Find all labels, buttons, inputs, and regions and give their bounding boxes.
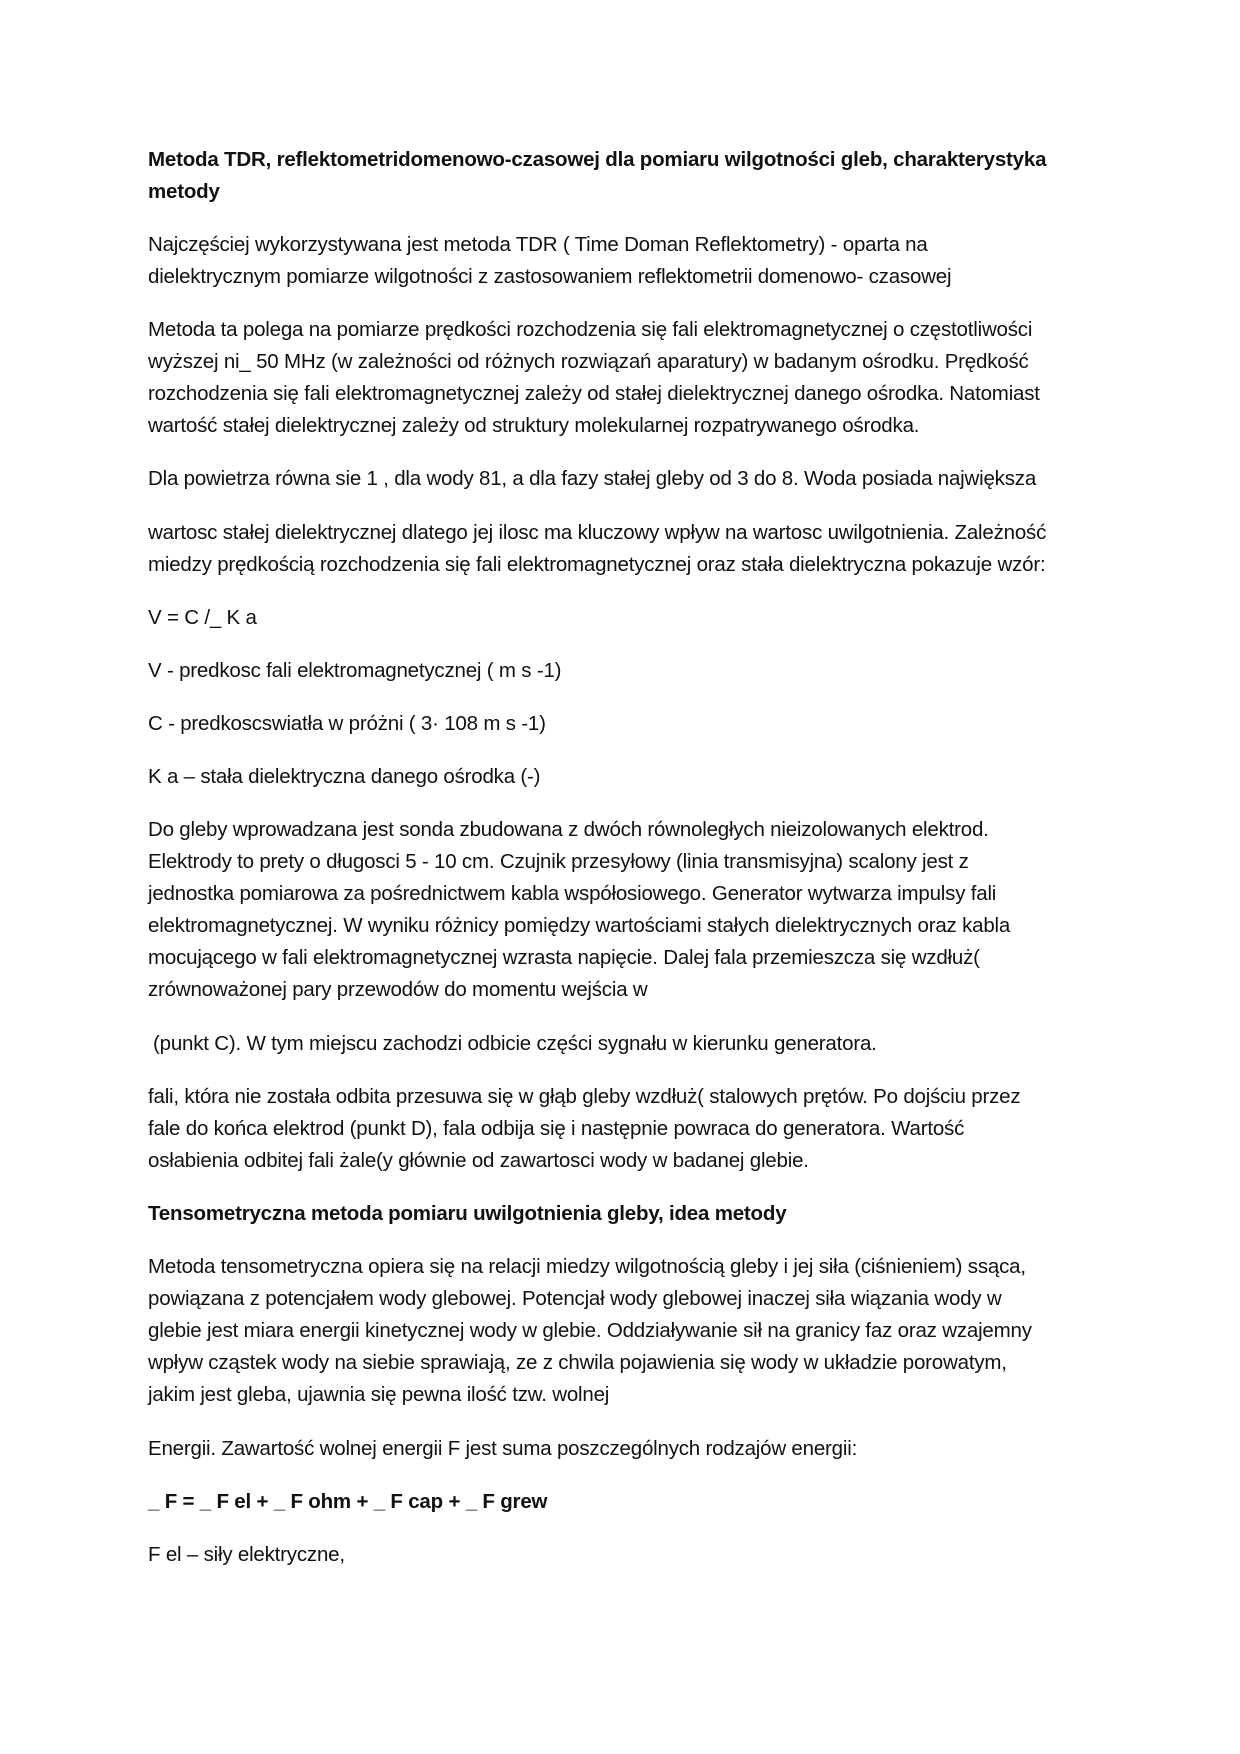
text-line: Metoda ta polega na pomiarze prędkości rozchodzenia się fali elektromagnetycznej o częstotliwości — [148, 318, 1033, 341]
text-line: osłabienia odbitej fali żale(y głównie od zawartosci wody w badanej glebie. — [148, 1149, 809, 1172]
paragraph — [148, 1028, 1098, 1060]
definition-c: C - predkoscswiatła w próżni ( 3· 108 m s -1) — [148, 712, 546, 735]
text-line: powiązana z potencjałem wody glebowej. Potencjał wody glebowej inaczej siła wiązania wody w — [148, 1287, 1002, 1310]
text-line: dielektrycznym pomiarze wilgotności z zastosowaniem reflektometrii domenowo- czasowej — [148, 265, 952, 288]
paragraph — [148, 814, 1098, 1006]
paragraph: Energii. Zawartość wolnej energii F jest suma poszczególnych rodzajów energii: — [148, 1437, 858, 1460]
definition-fel: F el – siły elektryczne, — [148, 1543, 345, 1566]
formula-velocity: V = C /_ K a — [148, 606, 257, 629]
paragraph — [148, 463, 1098, 495]
paragraph — [148, 1081, 1098, 1177]
text-line: (punkt C). W tym miejscu zachodzi odbicie części sygnału w kierunku generatora. — [153, 1032, 877, 1055]
text-line: Metoda tensometryczna opiera się na relacji miedzy wilgotnością gleby i jej siła (ciśnieniem) ssąca, — [148, 1255, 1026, 1278]
text-line: glebie jest miara energii kinetycznej wody w glebie. Oddziaływanie sił na granicy faz oraz wzajemny — [148, 1319, 1032, 1342]
document-body — [148, 144, 1098, 1571]
text-line: mocującego w fali elektromagnetycznej wzrasta napięcie. Dalej fala przemieszcza się wzdłuż( — [148, 946, 980, 969]
text-line: Elektrody to prety o długosci 5 - 10 cm. Czujnik przesyłowy (linia transmisyjna) scalony jest z — [148, 850, 969, 873]
section-heading-tdr — [148, 144, 1098, 208]
text-line: Do gleby wprowadzana jest sonda zbudowana z dwóch równoległych nieizolowanych elektrod. — [148, 818, 989, 841]
heading-line: metody — [148, 180, 220, 203]
text-line: wpływ cząstek wody na siebie sprawiają, ze z chwila pojawienia się wody w układzie porowatym, — [148, 1351, 1007, 1374]
heading-line: Metoda TDR, reflektometridomenowo-czasowej dla pomiaru wilgotności gleb, charakterystyka — [148, 148, 1047, 171]
text-line: zrównoważonej pary przewodów do momentu wejścia w — [148, 978, 648, 1001]
text-line: jakim jest gleba, ujawnia się pewna ilość tzw. wolnej — [148, 1383, 610, 1406]
text-line: jednostka pomiarowa za pośrednictwem kabla współosiowego. Generator wytwarza impulsy fali — [148, 882, 997, 905]
text-line: wyższej ni_ 50 MHz (w zależności od różnych rozwiązań aparatury) w badanym ośrodku. Prędkość — [148, 350, 1029, 373]
text-line: Najczęściej wykorzystywana jest metoda TDR ( Time Doman Reflektometry) - oparta na — [148, 233, 928, 256]
text-line: wartosc stałej dielektrycznej dlatego jej ilosc ma kluczowy wpływ na wartosc uwilgotnienia. Zależność — [148, 521, 1047, 544]
definition-ka: K a – stała dielektryczna danego ośrodka (-) — [148, 765, 541, 788]
text-line: fali, która nie została odbita przesuwa się w głąb gleby wzdłuż( stalowych prętów. Po dojściu przez — [148, 1085, 1021, 1108]
formula-free-energy: _ F = _ F el + _ F ohm + _ F cap + _ F grew — [148, 1490, 548, 1513]
text-line: Dla powietrza równa sie 1 , dla wody 81, a dla fazy stałej gleby od 3 do 8. Woda posiada największa — [148, 467, 1037, 490]
paragraph — [148, 314, 1098, 442]
text-line: elektromagnetycznej. W wyniku różnicy pomiędzy wartościami stałych dielektrycznych oraz kabla — [148, 914, 1011, 937]
paragraph — [148, 229, 1098, 293]
definition-v: V - predkosc fali elektromagnetycznej ( m s -1) — [148, 659, 562, 682]
paragraph — [148, 517, 1098, 581]
section-heading-tensometric: Tensometryczna metoda pomiaru uwilgotnienia gleby, idea metody — [148, 1202, 787, 1225]
paragraph — [148, 1251, 1098, 1411]
text-line: miedzy prędkością rozchodzenia się fali elektromagnetycznej oraz stała dielektryczna pokazuje wzór: — [148, 553, 1046, 576]
text-line: fale do końca elektrod (punkt D), fala odbija się i następnie powraca do generatora. Wartość — [148, 1117, 965, 1140]
text-line: rozchodzenia się fali elektromagnetycznej zależy od stałej dielektrycznej danego ośrodka. Natomiast — [148, 382, 1040, 405]
text-line: wartość stałej dielektrycznej zależy od struktury molekularnej rozpatrywanego ośrodka. — [148, 414, 920, 437]
